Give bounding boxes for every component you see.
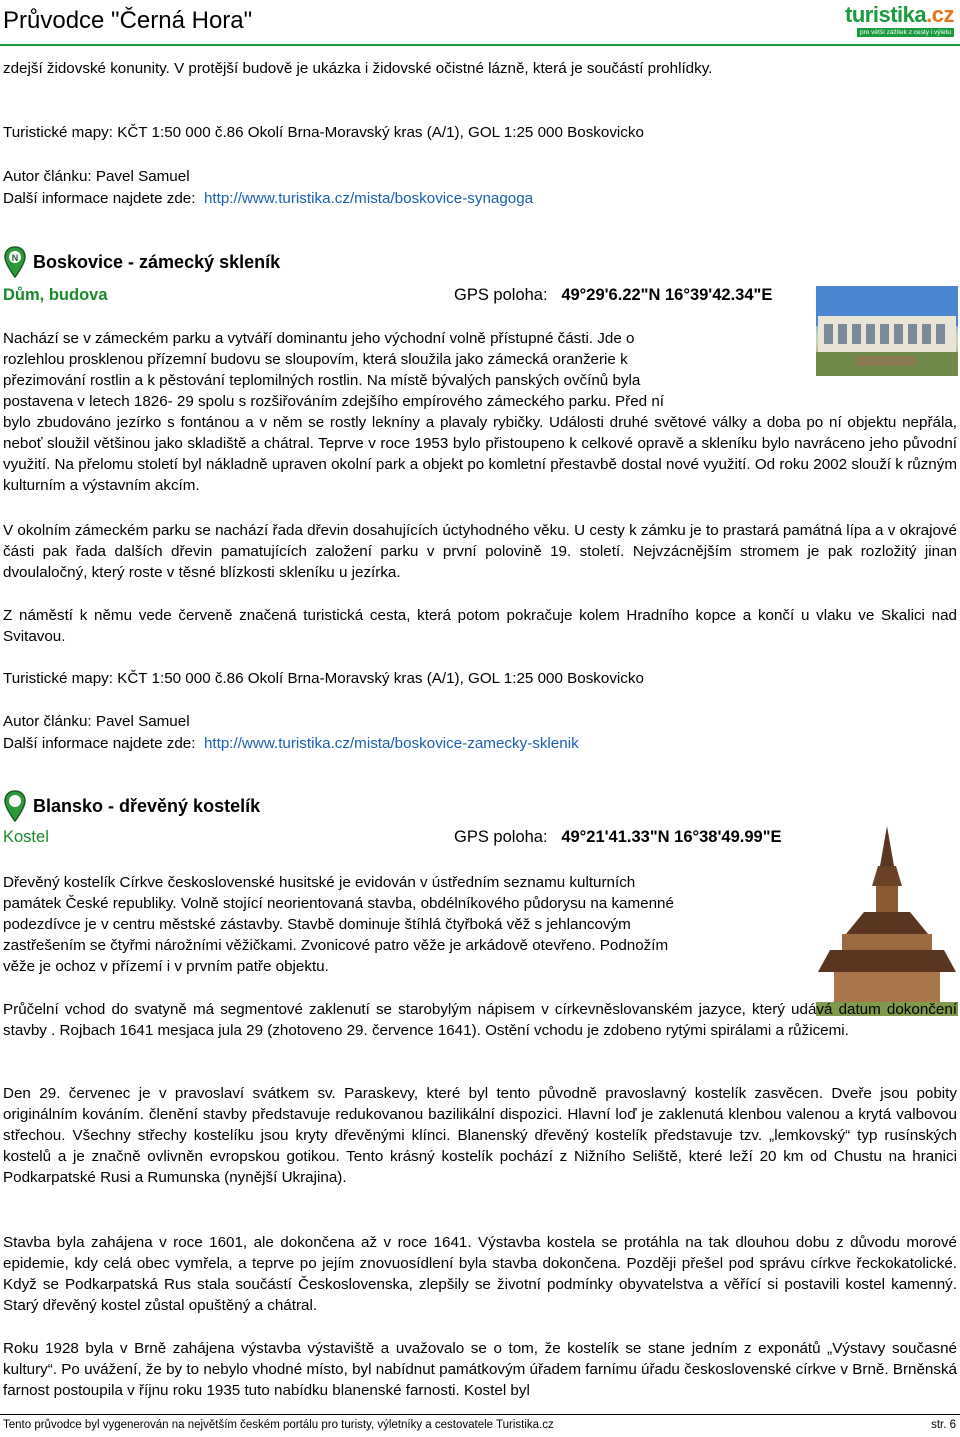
entry-paragraph: Den 29. červenec je v pravoslaví svátkem sv. Paraskevy, které byl tento původně pravoslavný kostelík zasvěcen. Dveře jsou pobity originálním kováním. členění stavby představuje redukovanou bazilikální dispozici. Hlavní loď je zaklenutá klenbou valenou a krytá valbovou střechou. Všechny střechy kostelíku jsou kryty dřevěnými klínci. Blanenský dřevěný kostelík představuje tzv. „lemkovský“ typ rusínských kostelů a je značně ovlivněn evropskou gotikou. Tento krásný kostelík pochází z Nižního Seliště, které leží 20 km od Chustu na hranici Podkarpatské Rusi a Rumunska (nynější Ukrajina). [3,1085,957,1186]
entry-paragraph: Roku 1928 byla v Brně zahájena výstavba výstaviště a uvažovalo se o tom, že kostelík se stane jedním z exponátů „Výstavy současné kultury“. Po uvážení, že by to nebylo vhodné místo, byl nabídnut památkovým úřadem farnímu úřadu československé církve v Brně. Brněnská farnost postoupila v říjnu roku 1935 tuto nabídku blanenské farnosti. Kostel byl [3,1340,957,1399]
logo-tagline: pro větší zážitek z cesty i výletu [857,28,954,37]
intro-author: Autor článku: Pavel Samuel [3,168,190,185]
entry-heading [3,790,260,822]
page-title: Průvodce "Černá Hora" [3,7,253,34]
footer-note: Tento průvodce byl vygenerován na největším českém portálu pro turisty, výletníky a cestovatele Turistika.cz [3,1419,554,1431]
map-pin-icon [3,790,27,822]
intro-paragraph: zdejší židovské konunity. V protější budově je ukázka i židovské očistné lázně, která je součástí prohlídky. [3,60,713,77]
gps-position: GPS poloha: 49°29'6.22"N 16°39'42.34"E [454,286,773,304]
entry-paragraph: bylo zbudováno jezírko s fontánou a v něm se rostly lekníny a plavaly rybičky. Události druhé světové války a doba po ní objektu nepřála, neboť sloužil většinou jako skladiště a chátral. Teprve v roce 1953 bylo přistoupeno k celkové opravě a skleníku bylo navráceno jeho původní využití. Na přelomu století byl nákladně upraven okolní park a objekt po komletní přestavbě dostal nové využití. Od roku 2002 slouží k různým kulturním a výstavním akcím. [3,414,957,494]
logo-wordmark: turistika.cz [845,2,954,27]
intro-section [3,58,957,79]
page-header [0,0,960,46]
entry-heading [3,246,280,278]
entry-paragraph: Průčelní vchod do svatyně má segmentové zaklenutí se starobylým nápisem v církevněslovanském jazyce, který udává datum dokončení stavby . Rojbach 1641 mesjaca jula 29 (zhotoveno 29. července 1641). Ostění vchodu je zdobeno rytými spirálami a růžicemi. [3,1001,957,1039]
entry-paragraph: Nachází se v zámeckém parku a vytváří dominantu jeho východní volně přístupné části. Jde o rozlehlou prosklenou přízemní budovu se sloupovím, která sloužila jako zámecká oranžerie k přezimování rostlin a k pěstování teplomilných rostlin. Na místě bývalých panských ovčínů byla postavena v letech 1826- 29 spolu s rozšiřováním zdejšího empírového zámeckého parku. Před ní [3,330,665,410]
entry-paragraph: Dřevěný kostelík Církve československé husitské je evidován v ústředním seznamu kulturních památek České republiky. Volně stojící neorientovaná stavba, obdélníkového půdorysu na kamenné podezdívce je v centru městské zástavby. Stavbě dominuje štíhlá čtyřboká věž s jehlancovým zastřešením se čtyřmi nárožními věžičkami. Zvonicové patro věže je arkádově otevřeno. Podnožím věže je ochoz v přízemí i v prvním patře objektu. [3,874,674,975]
more-info-link[interactable]: http://www.turistika.cz/mista/boskovice-synagoga [203,190,534,207]
wooden-church-photo [816,826,958,1016]
intro-more: Další informace najdete zde: http://www.turistika.cz/mista/boskovice-synagoga [3,190,534,207]
turistika-logo [845,2,954,38]
intro-maps: Turistické mapy: KČT 1:50 000 č.86 Okolí Brna-Moravský kras (A/1), GOL 1:25 000 Boskovicko [3,124,644,141]
entry-maps: Turistické mapy: KČT 1:50 000 č.86 Okolí Brna-Moravský kras (A/1), GOL 1:25 000 Boskovicko [3,670,644,687]
entry-author: Autor článku: Pavel Samuel [3,713,190,730]
greenhouse-photo [816,286,958,376]
more-info-link[interactable]: http://www.turistika.cz/mista/boskovice-zamecky-sklenik [203,735,579,752]
gps-position: GPS poloha: 49°21'41.33"N 16°38'49.99"E [454,828,782,846]
entry-category: Kostel [3,828,49,846]
entry-paragraph: Z náměstí k němu vede červeně značená turistická cesta, která potom pokračuje kolem Hradního kopce a končí u vlaku ve Skalici nad Svitavou. [3,607,957,645]
entry-paragraph: V okolním zámeckém parku se nachází řada dřevin dosahujících úctyhodného věku. U cesty k zámku je to prastará památná lípa a v okrajové části pak řada dalších dřevin pamatujících založení parku v první polovině 19. století. Nejvzácnějším stromem je pak rozložitý jinan dvoulaločný, který roste v těsné blízkosti skleníku u jezírka. [3,522,957,581]
map-pin-icon [3,246,27,278]
entry-title: Blansko - dřevěný kostelík [33,795,261,816]
svg-text:N: N [11,253,19,263]
entry-paragraph: Stavba byla zahájena v roce 1601, ale dokončena až v roce 1641. Výstavba kostela se protáhla na tak dlouhou dobu z důvodu morové epidemie, kdy celá obec vymřela, a teprve po jejím znovuosídlení byla stavba dokončena. Později přešel pod správu církve řeckokatolické. Když se Podkarpatská Rus stala součástí Československa, zlepšily se životní podmínky obyvatelstva a věřící si postavili kostel kamenný. Starý dřevěný kostel zůstal opuštěný a chátral. [3,1234,957,1314]
entry-category: Dům, budova [3,286,108,304]
entry-more: Další informace najdete zde: http://www.turistika.cz/mista/boskovice-zamecky-sklenik [3,735,579,752]
page-number: str. 6 [931,1419,956,1431]
entry-title: Boskovice - zámecký skleník [33,251,281,272]
page-footer [0,1414,960,1437]
